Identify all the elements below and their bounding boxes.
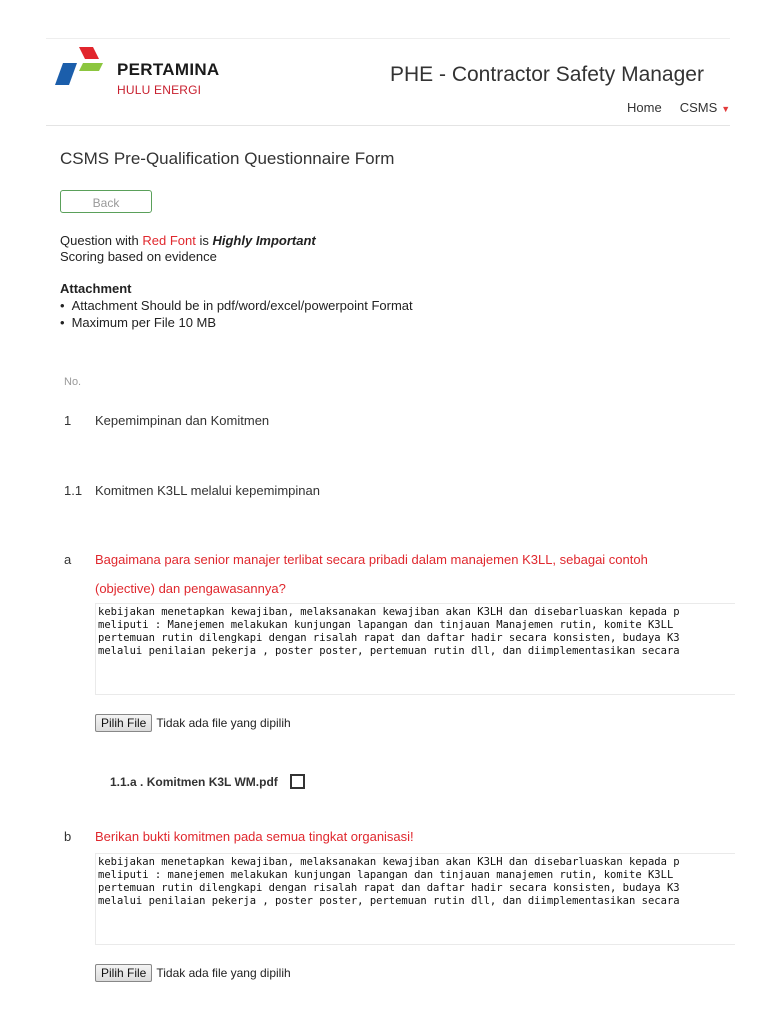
app-title: PHE - Contractor Safety Manager xyxy=(390,63,704,86)
attached-file-name[interactable]: 1.1.a . Komitmen K3L WM.pdf xyxy=(110,774,278,789)
question-letter-b: b xyxy=(64,829,72,844)
chevron-down-icon[interactable]: ▼ xyxy=(721,104,731,114)
importance-bold: Highly Important xyxy=(212,233,316,248)
choose-file-button-b[interactable]: Pilih File xyxy=(95,964,152,982)
choose-file-button-a[interactable]: Pilih File xyxy=(95,714,152,732)
importance-prefix: Question with xyxy=(60,233,143,248)
attachment-rule-size: • Maximum per File 10 MB xyxy=(60,314,413,331)
column-header-no: No. xyxy=(64,376,82,388)
attachment-rule-format: • Attachment Should be in pdf/word/excel/powerpoint Format xyxy=(60,297,413,314)
attachment-title: Attachment xyxy=(60,281,132,296)
importance-note xyxy=(60,233,316,248)
answer-a-textarea[interactable]: kebijakan menetapkan kewajiban, melaksanakan kewajiban akan K3LH dan disebarluaskan kepada p meliputi : Manejemen melakukan kunjungan lapangan dan tinjauan Manajemen rutin, komite K3LL pertemuan rutin dilengkapi dengan risalah rapat dan daftar hadir secara konsisten, budaya K3 melalui penilaian pekerja , poster poster, pertemuan rutin dll, dan diimplementasikan secara xyxy=(95,603,735,695)
page-title: CSMS Pre-Qualification Questionnaire Form xyxy=(60,149,395,168)
attached-file-checkbox[interactable] xyxy=(290,774,305,789)
file-upload-a xyxy=(95,714,291,732)
attachment-rules xyxy=(60,297,413,331)
subsection-title: Komitmen K3LL melalui kepemimpinan xyxy=(95,483,320,498)
nav-home[interactable]: Home xyxy=(627,100,662,115)
logo-text: PERTAMINA xyxy=(117,60,220,79)
section-number: 1 xyxy=(64,413,72,428)
scoring-note: Scoring based on evidence xyxy=(60,249,217,264)
attached-file-a xyxy=(110,774,305,789)
file-status-b: Tidak ada file yang dipilih xyxy=(156,966,291,980)
question-a-text-line1: Bagaimana para senior manajer terlibat secara pribadi dalam manajemen K3LL, sebagai contoh xyxy=(95,552,648,567)
importance-mid: is xyxy=(195,233,213,248)
nav-csms[interactable]: CSMS xyxy=(679,100,718,115)
importance-red-text: Red Font xyxy=(142,233,196,248)
file-status-a: Tidak ada file yang dipilih xyxy=(156,716,291,730)
question-b-text: Berikan bukti komitmen pada semua tingkat organisasi! xyxy=(95,829,414,844)
section-title: Kepemimpinan dan Komitmen xyxy=(95,413,270,428)
subsection-number: 1.1 xyxy=(64,483,83,498)
answer-b-textarea[interactable]: kebijakan menetapkan kewajiban, melaksanakan kewajiban akan K3LH dan disebarluaskan kepada p meliputi : manejemen melakukan kunjungan lapangan dan tinjauan manajemen rutin, komite K3LL pertemuan rutin dilengkapi dengan risalah rapat dan daftar hadir secara konsisten, budaya K3 melalui penilaian pekerja , poster poster, pertemuan rutin dll, dan diimplementasikan secara xyxy=(95,853,735,945)
file-upload-b xyxy=(95,964,291,982)
logo-subtext: HULU ENERGI xyxy=(117,83,202,97)
question-a-text-line2: (objective) dan pengawasannya? xyxy=(95,581,286,596)
question-letter-a: a xyxy=(64,552,72,567)
back-button[interactable]: Back xyxy=(60,190,152,213)
